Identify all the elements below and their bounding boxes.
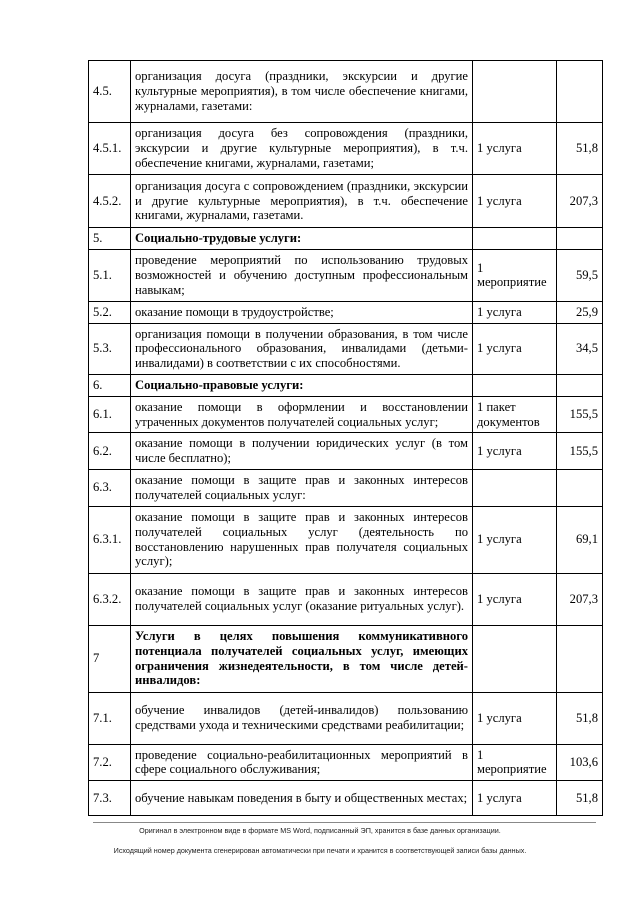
tariff-price: 207,3 (557, 175, 603, 228)
row-number: 5.1. (89, 249, 131, 301)
unit-of-measure: 1 мероприятие (473, 744, 557, 781)
row-number: 5. (89, 228, 131, 250)
service-description: Социально-правовые услуги: (131, 374, 473, 396)
tariff-price: 51,8 (557, 692, 603, 744)
unit-of-measure (473, 625, 557, 692)
service-description: оказание помощи в защите прав и законных интересов получателей социальных услуг: (131, 469, 473, 506)
footer-note-number: Исходящий номер документа сгенерирован автоматически при печати и хранится в соответствующей записи базы данных. (113, 846, 527, 855)
row-number: 5.3. (89, 323, 131, 374)
services-tariff-table (88, 60, 603, 816)
table-row (89, 228, 603, 250)
table-row (89, 123, 603, 175)
row-number: 6.1. (89, 396, 131, 433)
unit-of-measure: 1 услуга (473, 781, 557, 816)
service-description: организация досуга без сопровождения (праздники, экскурсии и другие культурные мероприятия), в т.ч. обеспечение книгами, журналами, газетами; (131, 123, 473, 175)
row-number: 5.2. (89, 301, 131, 323)
table-row (89, 573, 603, 625)
unit-of-measure (473, 469, 557, 506)
unit-of-measure (473, 228, 557, 250)
row-number: 6.3. (89, 469, 131, 506)
row-number: 6.2. (89, 433, 131, 470)
tariff-price (557, 61, 603, 123)
table-row (89, 396, 603, 433)
row-number: 4.5. (89, 61, 131, 123)
unit-of-measure (473, 374, 557, 396)
tariff-price: 59,5 (557, 249, 603, 301)
tariff-price (557, 469, 603, 506)
footer-note-original: Оригинал в электронном виде в формате MS Word, подписанный ЭП, хранится в базе данных организации. (139, 826, 501, 835)
tariff-price: 25,9 (557, 301, 603, 323)
service-description: Услуги в целях повышения коммуникативного потенциала получателей социальных услуг, имеющих ограничения жизнедеятельности, в том числе детей-инвалидов: (131, 625, 473, 692)
tariff-price: 207,3 (557, 573, 603, 625)
row-number: 7 (89, 625, 131, 692)
table-row (89, 692, 603, 744)
table-body (89, 61, 603, 816)
table-row (89, 469, 603, 506)
table-row (89, 249, 603, 301)
tariff-price: 103,6 (557, 744, 603, 781)
unit-of-measure: 1 услуга (473, 175, 557, 228)
row-number: 4.5.2. (89, 175, 131, 228)
unit-of-measure: 1 услуга (473, 433, 557, 470)
tariff-price: 69,1 (557, 506, 603, 573)
service-description: оказание помощи в защите прав и законных интересов получателей социальных услуг (деятельность по восстановлению нарушенных прав получателя социальных услуг); (131, 506, 473, 573)
row-number: 6. (89, 374, 131, 396)
service-description: проведение мероприятий по использованию трудовых возможностей и обучению доступным профессиональным навыкам; (131, 249, 473, 301)
unit-of-measure: 1 услуга (473, 506, 557, 573)
service-description: оказание помощи в оформлении и восстановлении утраченных документов получателей социальных услуг; (131, 396, 473, 433)
service-description: проведение социально-реабилитационных мероприятий в сфере социального обслуживания; (131, 744, 473, 781)
service-description: организация помощи в получении образования, в том числе профессионального образования, инвалидами (детьми-инвалидами) в соответствии с их способностями. (131, 323, 473, 374)
table-row (89, 374, 603, 396)
table-row (89, 744, 603, 781)
unit-of-measure: 1 мероприятие (473, 249, 557, 301)
unit-of-measure: 1 услуга (473, 692, 557, 744)
tariff-price (557, 228, 603, 250)
service-description: организация досуга (праздники, экскурсии и другие культурные мероприятия), в том числе обеспечение книгами, журналами, газетами: (131, 61, 473, 123)
table-row (89, 175, 603, 228)
unit-of-measure: 1 пакет документов (473, 396, 557, 433)
row-number: 7.2. (89, 744, 131, 781)
service-description: Социально-трудовые услуги: (131, 228, 473, 250)
row-number: 7.3. (89, 781, 131, 816)
tariff-price: 51,8 (557, 123, 603, 175)
service-description: оказание помощи в защите прав и законных интересов получателей социальных услуг (оказание ритуальных услуг). (131, 573, 473, 625)
table-row (89, 433, 603, 470)
service-description: организация досуга с сопровождением (праздники, экскурсии и другие культурные мероприятия), в т.ч. обеспечение книгами, журналами, газетами. (131, 175, 473, 228)
tariff-price: 155,5 (557, 396, 603, 433)
service-description: оказание помощи в трудоустройстве; (131, 301, 473, 323)
table-row (89, 625, 603, 692)
unit-of-measure (473, 61, 557, 123)
table-row (89, 506, 603, 573)
unit-of-measure: 1 услуга (473, 301, 557, 323)
row-number: 4.5.1. (89, 123, 131, 175)
service-description: обучение инвалидов (детей-инвалидов) пользованию средствами ухода и техническими средствами реабилитации; (131, 692, 473, 744)
unit-of-measure: 1 услуга (473, 323, 557, 374)
tariff-price (557, 625, 603, 692)
service-description: обучение навыкам поведения в быту и общественных местах; (131, 781, 473, 816)
table-row (89, 301, 603, 323)
unit-of-measure: 1 услуга (473, 123, 557, 175)
footer-divider (93, 822, 596, 823)
tariff-price (557, 374, 603, 396)
table-row (89, 61, 603, 123)
row-number: 6.3.1. (89, 506, 131, 573)
tariff-price: 155,5 (557, 433, 603, 470)
service-description: оказание помощи в получении юридических услуг (в том числе бесплатно); (131, 433, 473, 470)
row-number: 7.1. (89, 692, 131, 744)
row-number: 6.3.2. (89, 573, 131, 625)
table-row (89, 323, 603, 374)
tariff-price: 34,5 (557, 323, 603, 374)
table-row (89, 781, 603, 816)
unit-of-measure: 1 услуга (473, 573, 557, 625)
tariff-price: 51,8 (557, 781, 603, 816)
